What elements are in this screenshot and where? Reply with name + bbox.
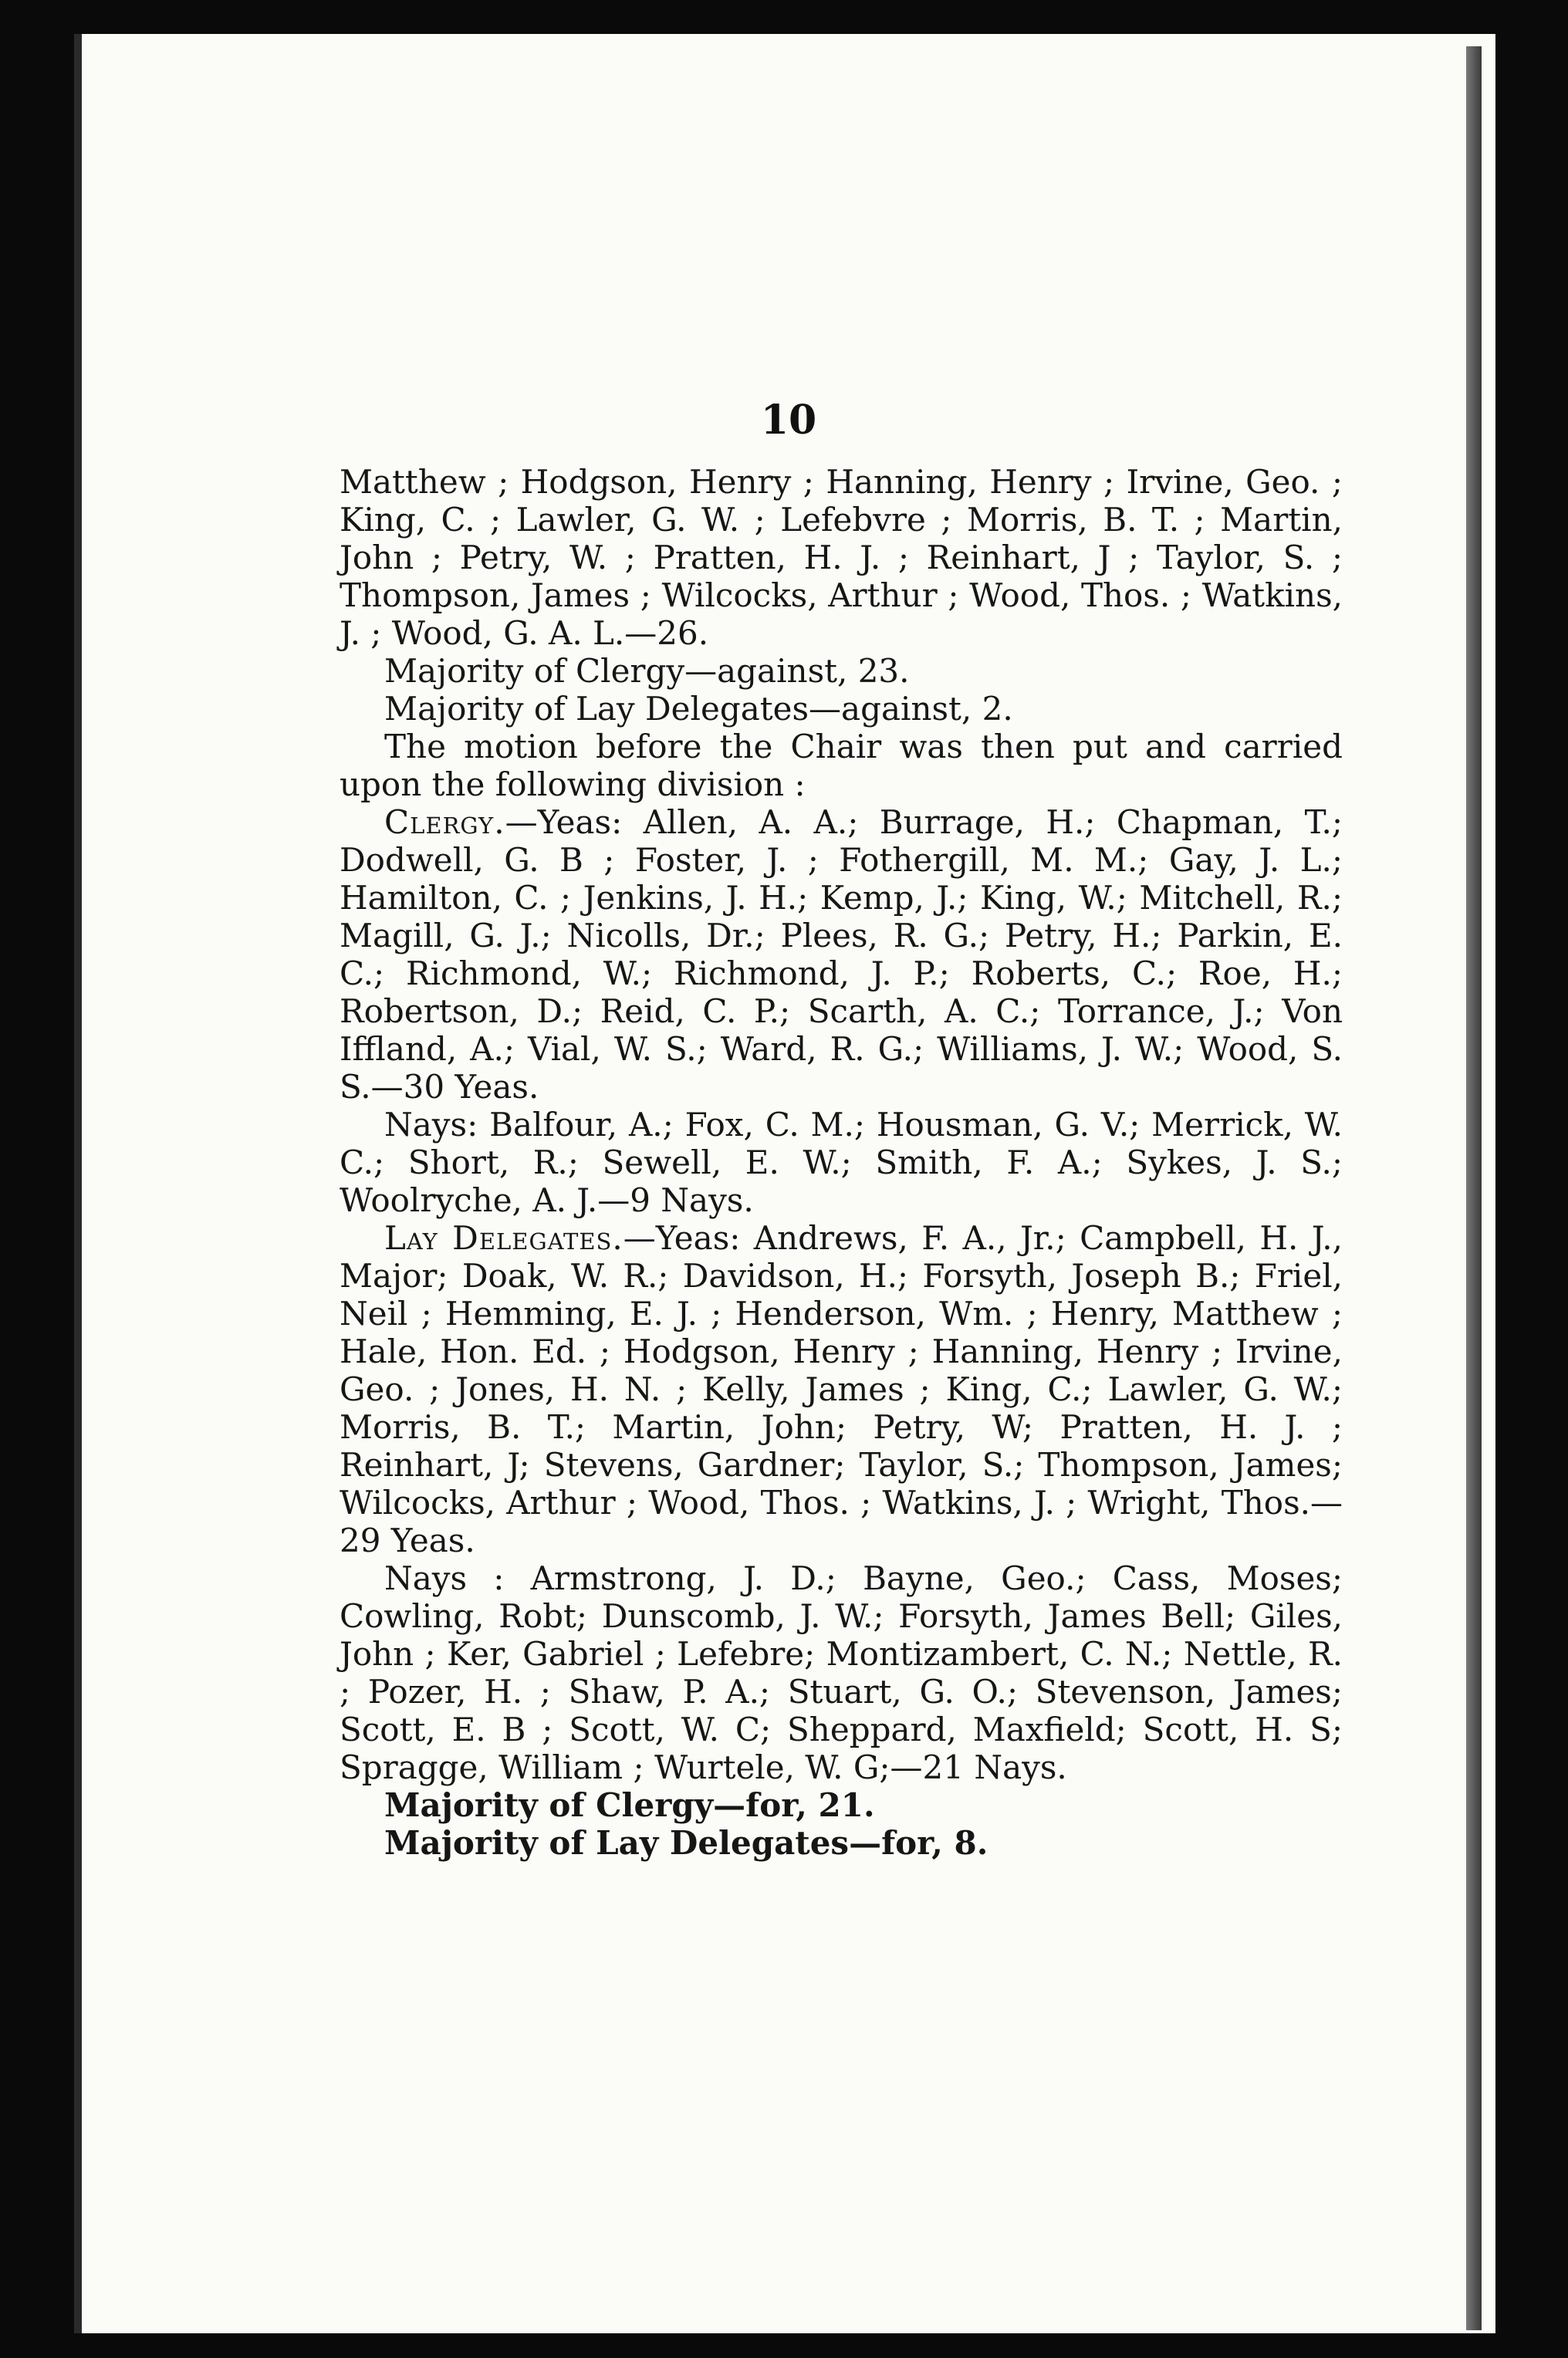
- lay-yeas-list: —Yeas: Andrews, F. A., Jr.; Campbell, H. J., Major; Doak, W. R.; Davidson, H.; Forsyth, Joseph B.; Friel, Neil ; Hemming, E. J. ; Henderson, Wm. ; Henry, Matthew ; Hale, Hon. Ed. ; Hodgson, Henry ; Hanning, Henry ; Irvine, Geo. ; Jones, H. N. ; Kelly, James ; King, C.; Lawler, G. W.; Morris, B. T.; Martin, John; Petry, W; Pratten, H. J. ; Reinhart, J; Stevens, Gardner; Taylor, S.; Thompson, James; Wilcocks, Arthur ; Wood, Thos. ; Watkins, J. ; Wright, Thos.—29 Yeas.: [340, 1219, 1343, 1559]
- page-edge-shadow: [1466, 46, 1482, 2330]
- paragraph-majority-clergy-for: Majority of Clergy—for, 21.: [384, 1786, 875, 1824]
- clergy-yeas-list: —Yeas: Allen, A. A.; Burrage, H.; Chapman, T.; Dodwell, G. B ; Foster, J. ; Fothergill, M. M.; Gay, J. L.; Hamilton, C. ; Jenkins, J. H.; Kemp, J.; King, W.; Mitchell, R.; Magill, G. J.; Nicolls, Dr.; Plees, R. G.; Petry, H.; Parkin, E. C.; Richmond, W.; Richmond, J. P.; Roberts, C.; Roe, H.; Robertson, D.; Reid, C. P.; Scarth, A. C.; Torrance, J.; Von Iffland, A.; Vial, W. S.; Ward, R. G.; Williams, J. W.; Wood, S. S.—30 Yeas.: [340, 803, 1343, 1106]
- paragraph-continuation: Matthew ; Hodgson, Henry ; Hanning, Henry ; Irvine, Geo. ; King, C. ; Lawler, G. W. ; Lefebvre ; Morris, B. T. ; Martin, John ; Petry, W. ; Pratten, H. J. ; Reinhart, J ; Taylor, S. ; Thompson, James ; Wilcocks, Arthur ; Wood, Thos. ; Watkins, J. ; Wood, G. A. L.—26.: [340, 463, 1343, 652]
- paragraph-motion-carried: The motion before the Chair was then put and carried upon the following division :: [340, 728, 1343, 803]
- paragraph-majority-lay-for: Majority of Lay Delegates—for, 8.: [384, 1824, 988, 1862]
- paragraph-clergy-nays: Nays: Balfour, A.; Fox, C. M.; Housman, G. V.; Merrick, W. C.; Short, R.; Sewell, E. W.; Smith, F. A.; Sykes, J. S.; Woolryche, A. J.—9 Nays.: [340, 1106, 1343, 1219]
- body-text: [340, 463, 1343, 1862]
- section-label-lay-delegates: Lay Delegates.: [384, 1219, 623, 1257]
- section-label-clergy: Clergy.: [384, 803, 505, 841]
- paragraph-lay-nays: Nays : Armstrong, J. D.; Bayne, Geo.; Cass, Moses; Cowling, Robt; Dunscomb, J. W.; Forsyth, James Bell; Giles, John ; Ker, Gabriel ; Lefebre; Montizambert, C. N.; Nettle, R. ; Pozer, H. ; Shaw, P. A.; Stuart, G. O.; Stevenson, James; Scott, E. B ; Scott, W. C; Sheppard, Maxfield; Scott, H. S; Spragge, William ; Wurtele, W. G;—21 Nays.: [340, 1559, 1343, 1786]
- paragraph-majority-lay-against: Majority of Lay Delegates—against, 2.: [384, 690, 1013, 728]
- paragraph-clergy-yeas: [340, 803, 1343, 1106]
- paragraph-majority-clergy-against: Majority of Clergy—against, 23.: [384, 652, 910, 690]
- page-number: 10: [760, 397, 817, 444]
- paragraph-lay-yeas: [340, 1219, 1343, 1559]
